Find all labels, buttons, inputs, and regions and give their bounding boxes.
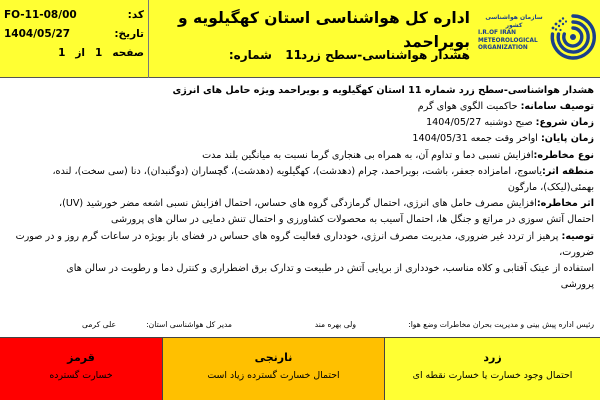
area-value-1: یاسوج، امامزاده جعفر، باشت، بویراحمد، چرام (دهدشت)، کهگیلویه (دهدشت)، گچساران (دوگنبدان)، دنا (سی سخت)، لنده،	[52, 165, 543, 177]
start-value: صبح دوشنبه 1404/05/27	[426, 117, 536, 129]
date-label: تاریخ:	[114, 28, 144, 40]
area-label: منطقه اثر:	[542, 165, 594, 177]
legend-red-title: قرمز	[67, 351, 95, 364]
end-label: زمان پایان:	[540, 133, 594, 145]
logo-emblem-icon	[548, 12, 598, 62]
code-label: کد:	[127, 9, 144, 21]
warning-body	[6, 80, 594, 293]
director-title: مدیر کل هواشناسی استان:	[146, 320, 232, 329]
advice	[6, 229, 594, 261]
system-value: حاکمیت الگوی هوای گرم	[417, 101, 521, 112]
legend-yellow-desc: احتمال وجود خسارت یا خسارت نقطه ای	[412, 370, 573, 381]
forecast-head-title: رئیس اداره پیش بینی و مدیریت بحران مخاطرات وضع هوا:	[408, 320, 594, 329]
system-label: توصیف سامانه:	[520, 101, 594, 112]
warning-title: هشدار هواشناسی-سطح زرد	[300, 48, 470, 62]
organization-title: اداره کل هواشناسی استان کهگیلویه و بویراحمد	[178, 9, 470, 51]
document-meta	[4, 6, 144, 74]
logo-english-line-3: ORGANIZATION	[478, 45, 528, 51]
director-name: علی کرمی	[82, 320, 116, 329]
code-row	[4, 6, 144, 25]
hazard-effects-continued: احتمال آتش سوزی در مراتع و جنگل ها، احتمال آسیب به محصولات کشاورزی و احتمال تنش دمایی در سالن های پرورشی	[110, 214, 594, 226]
logo-english-line-1: I.R.OF IRAN	[478, 30, 516, 36]
affected-area	[6, 164, 594, 180]
hazard-value: افزایش نسبی دما و تداوم آن، به همراه بی هنجاری گرما نسبت به میانگین بلند مدت	[202, 149, 534, 161]
effects-label: اثر مخاطره:	[536, 198, 594, 210]
advice-continued-2: پرورشی	[560, 279, 594, 291]
affected-area-continued: بهمئی(لیکک)، مارگون	[507, 182, 594, 194]
end-time	[6, 131, 594, 147]
legend-yellow-title: زرد	[483, 351, 502, 364]
hazard-effects	[6, 196, 594, 212]
document-header	[0, 0, 600, 78]
logo-text	[478, 14, 550, 53]
forecast-head-name: ولی بهره مند	[314, 320, 356, 329]
meteorological-organization-logo	[478, 4, 596, 74]
page-total: 1	[58, 47, 66, 59]
start-label: زمان شروع:	[535, 117, 594, 129]
start-time	[6, 115, 594, 131]
page-row	[4, 44, 144, 63]
legend-yellow	[384, 338, 600, 400]
date-row	[4, 25, 144, 44]
number-label: شماره:	[228, 48, 272, 62]
page-number: 1	[95, 47, 103, 59]
legend-orange-title: نارنجی	[254, 351, 293, 364]
advice-continued-1: استفاده از عینک آفتابی و کلاه مناسب، خودداری از برپایی آتش در طبیعت و تدارک برق اضطراری و کنترل دما و رطوبت در سالن های	[66, 263, 594, 275]
page-of: از	[75, 47, 86, 59]
logo-english-line-2: METEOROLOGICAL	[478, 37, 538, 44]
number-value: 11	[285, 48, 302, 62]
effects-value-1: افزایش مصرف حامل های انرژی، احتمال گرمازدگی گروه های حساس، احتمال افزایش نسبی اشعه مضر خورشید (UV)،	[58, 198, 537, 210]
system-description	[6, 99, 594, 115]
hazard-label: نوع مخاطره:	[533, 149, 594, 161]
advice-value-1: پرهیز از تردد غیر ضروری، مدیریت مصرف انرژی، خودداری فعالیت گروه های حساس در فضای باز بویژه در ساعات گرم روز و در صورت ضرورت،	[15, 230, 594, 258]
legend-red-desc: خسارت گسترده	[49, 370, 113, 381]
date-value: 1404/05/27	[4, 28, 71, 40]
logo-persian-text: سازمان هواشناسی کشور	[485, 14, 543, 29]
warning-subtitle	[150, 40, 470, 70]
signature-row	[6, 314, 594, 336]
page-label: صفحه	[112, 47, 144, 59]
legend-orange-desc: احتمال خسارت گسترده زیاد است	[207, 370, 340, 381]
warning-intro: هشدار هواشناسی-سطح زرد شماره 11 استان کهگیلویه و بویراحمد ویژه حامل های انرژی	[172, 85, 594, 96]
code-value: FO-11-08/00	[4, 9, 77, 21]
end-value: اواخر وقت جمعه 1404/05/31	[412, 133, 541, 145]
hazard-type	[6, 148, 594, 164]
advice-label: توصیه:	[561, 230, 594, 242]
legend-orange	[162, 338, 384, 400]
warning-level-legend	[0, 337, 600, 400]
legend-red	[0, 338, 162, 400]
header-divider	[148, 0, 149, 78]
